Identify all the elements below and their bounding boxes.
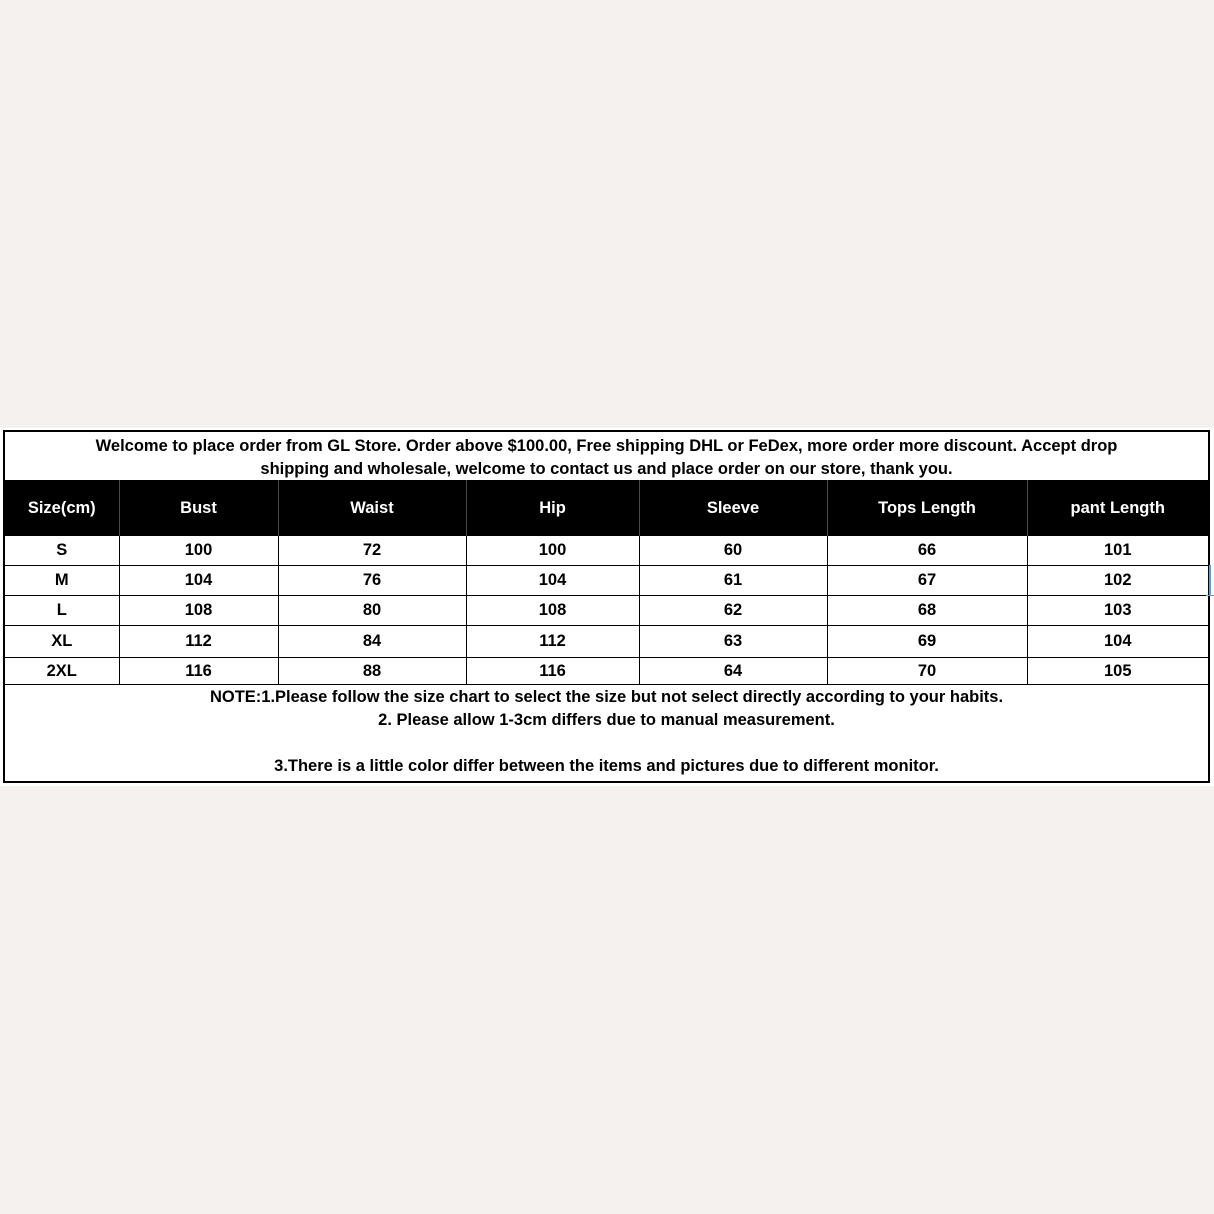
cell-waist: 72 bbox=[278, 536, 466, 566]
cell-waist: 88 bbox=[278, 658, 466, 685]
welcome-line-1: Welcome to place order from GL Store. Order above $100.00, Free shipping DHL or FeDex, more order more discount. Accept drop bbox=[95, 437, 1118, 455]
cell-size: M bbox=[5, 566, 119, 596]
cell-tops-length: 67 bbox=[827, 566, 1027, 596]
cell-waist: 76 bbox=[278, 566, 466, 596]
store-welcome-text bbox=[5, 432, 1208, 480]
cell-hip: 116 bbox=[466, 658, 639, 685]
table-row bbox=[5, 536, 1208, 566]
cell-size: S bbox=[5, 536, 119, 566]
cell-tops-length: 70 bbox=[827, 658, 1027, 685]
cell-tops-length: 66 bbox=[827, 536, 1027, 566]
header-bust: Bust bbox=[119, 480, 278, 536]
cell-sleeve: 64 bbox=[639, 658, 827, 685]
cell-pant-length: 104 bbox=[1027, 626, 1208, 658]
cell-size: XL bbox=[5, 626, 119, 658]
note-2: 2. Please allow 1-3cm differs due to manual measurement. bbox=[378, 711, 835, 729]
cell-pant-length: 102 bbox=[1027, 566, 1208, 596]
edge-marker-tick bbox=[1206, 595, 1214, 596]
header-tops-length: Tops Length bbox=[827, 480, 1027, 536]
cell-sleeve: 60 bbox=[639, 536, 827, 566]
note-1: NOTE:1.Please follow the size chart to select the size but not select directly according to your habits. bbox=[209, 688, 1004, 706]
cell-bust: 100 bbox=[119, 536, 278, 566]
cell-hip: 112 bbox=[466, 626, 639, 658]
table-row bbox=[5, 626, 1208, 658]
cell-hip: 108 bbox=[466, 596, 639, 626]
size-table bbox=[5, 480, 1208, 685]
cell-waist: 80 bbox=[278, 596, 466, 626]
cell-tops-length: 68 bbox=[827, 596, 1027, 626]
header-sleeve: Sleeve bbox=[639, 480, 827, 536]
table-header-row bbox=[5, 480, 1208, 536]
cell-bust: 112 bbox=[119, 626, 278, 658]
edge-marker bbox=[1209, 565, 1211, 596]
cell-pant-length: 105 bbox=[1027, 658, 1208, 685]
cell-tops-length: 69 bbox=[827, 626, 1027, 658]
cell-pant-length: 103 bbox=[1027, 596, 1208, 626]
cell-bust: 104 bbox=[119, 566, 278, 596]
header-waist: Waist bbox=[278, 480, 466, 536]
table-row bbox=[5, 596, 1208, 626]
cell-hip: 104 bbox=[466, 566, 639, 596]
header-pant-length: pant Length bbox=[1027, 480, 1208, 536]
cell-sleeve: 63 bbox=[639, 626, 827, 658]
size-chart-sheet bbox=[0, 428, 1214, 786]
cell-pant-length: 101 bbox=[1027, 536, 1208, 566]
cell-bust: 116 bbox=[119, 658, 278, 685]
table-row bbox=[5, 658, 1208, 685]
header-hip: Hip bbox=[466, 480, 639, 536]
cell-sleeve: 62 bbox=[639, 596, 827, 626]
header-size: Size(cm) bbox=[5, 480, 119, 536]
cell-sleeve: 61 bbox=[639, 566, 827, 596]
size-notes bbox=[5, 685, 1208, 778]
table-row bbox=[5, 566, 1208, 596]
cell-hip: 100 bbox=[466, 536, 639, 566]
welcome-line-2: shipping and wholesale, welcome to contact us and place order on our store, thank you. bbox=[260, 460, 953, 478]
note-spacer bbox=[5, 732, 1208, 755]
cell-size: 2XL bbox=[5, 658, 119, 685]
note-3: 3.There is a little color differ between the items and pictures due to different monitor. bbox=[274, 757, 939, 775]
size-chart-frame bbox=[3, 430, 1210, 783]
cell-size: L bbox=[5, 596, 119, 626]
cell-waist: 84 bbox=[278, 626, 466, 658]
cell-bust: 108 bbox=[119, 596, 278, 626]
